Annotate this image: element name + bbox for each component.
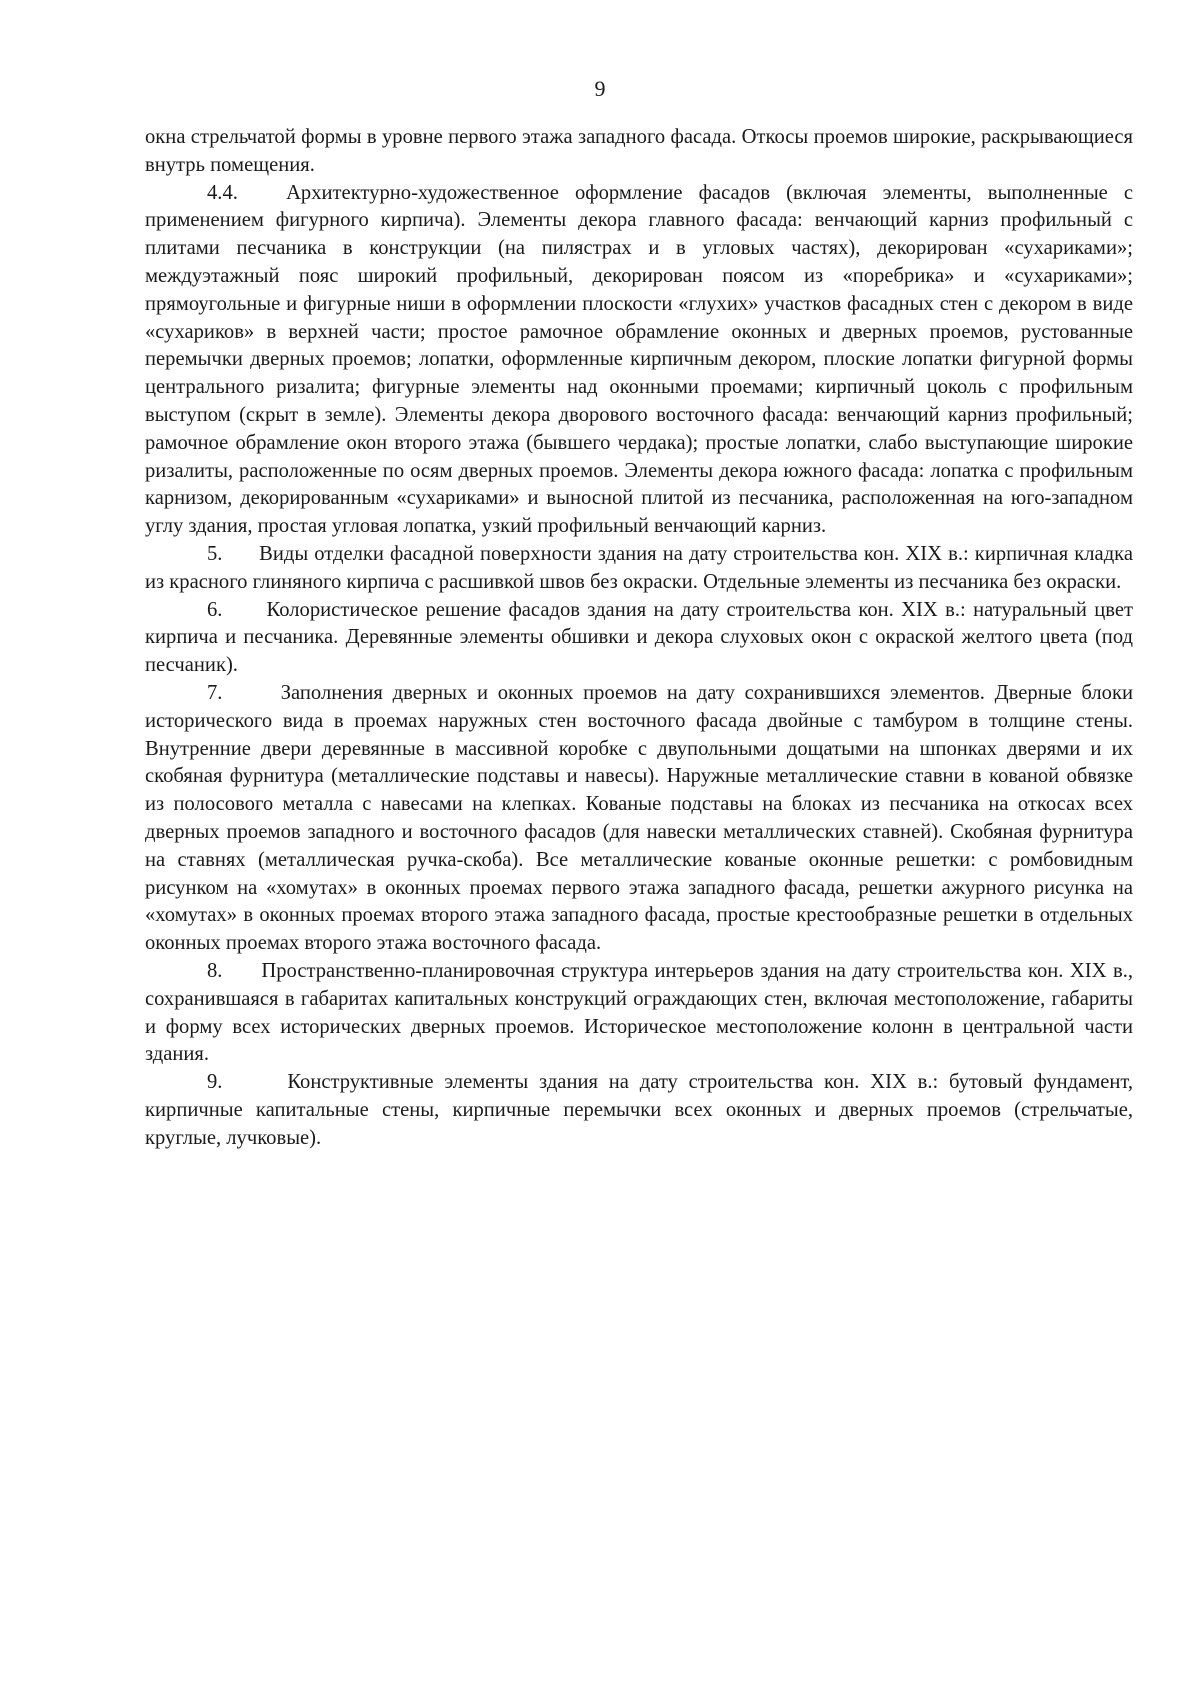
paragraph-number: 4.4. [207, 181, 238, 204]
paragraph-text: Виды отделки фасадной поверхности здания на дату строительства кон. XIX в.: кирпичная кладка из красного глиняного кирпича с расшивкой швов без окраски. Отдельные элементы из песчаника без окраски. [145, 542, 1134, 593]
paragraph-text: Заполнения дверных и оконных проемов на дату сохранившихся элементов. Дверные блоки исторического вида в проемах наружных стен восточного фасада двойные с тамбуром в толщине стены. Внутренние двери деревянные в массивной коробке с двупольными дощатыми на шпонках дверями и их скобяная фурнитура (металлические подставы и навесы). Наружные металлические ставни в кованой обвязке из полосового металла с навесами на клепках. Кованые подставы на блоках из песчаника на откосах всех дверных проемов западного и восточного фасадов (для навески металлических ставней). Скобяная фурнитура на ставнях (металлическая ручка-скоба). Все металлические кованые оконные решетки: с ромбовидным рисунком на «хомутах» в оконных проемах первого этажа западного фасада, решетки ажурного рисунка на «хомутах» в оконных проемах второго этажа западного фасада, простые крестообразные решетки в отдельных оконных проемах второго этажа восточного фасада. [145, 681, 1133, 955]
document-body [145, 124, 1133, 1152]
paragraph-number: 8. [207, 959, 223, 982]
paragraph-text: Пространственно-планировочная структура интерьеров здания на дату строительства кон. XIX в., сохранившаяся в габаритах капитальных конструкций ограждающих стен, включая местоположение, габариты и форму всех исторических дверных проемов. Историческое местоположение колонн в центральной части здания. [145, 959, 1133, 1066]
paragraph-number: 7. [207, 681, 223, 704]
paragraph-continuation [145, 124, 1133, 180]
paragraph-text: Конструктивные элементы здания на дату строительства кон. XIX в.: бутовый фундамент, кирпичные капитальные стены, кирпичные перемычки всех оконных и дверных проемов (стрельчатые, круглые, лучковые). [145, 1071, 1134, 1149]
paragraph-9 [145, 1069, 1133, 1152]
page-number: 9 [594, 76, 606, 101]
paragraph-text: Колористическое решение фасадов здания на дату строительства кон. XIX в.: натуральный цвет кирпича и песчаника. Деревянные элементы обшивки и декора слуховых окон с окраской желтого цвета (под песчаник). [145, 598, 1134, 677]
paragraph-7 [145, 680, 1133, 958]
paragraph-number: 5. [207, 542, 223, 565]
paragraph-number: 9. [207, 1071, 223, 1094]
paragraph-text: окна стрельчатой формы в уровне первого этажа западного фасада. Откосы проемов широкие, раскрывающиеся внутрь помещения. [145, 126, 1133, 176]
paragraph-text: Архитектурно-художественное оформление фасадов (включая элементы, выполненные с применением фигурного кирпича). Элементы декора главного фасада: венчающий карниз профильный с плитами песчаника в конструкции (на пилястрах и в угловых частях), декорирован «сухариками»; междуэтажный пояс широкий профильный, декорирован поясом из «поребрика» и «сухариками»; прямоугольные и фигурные ниши в оформлении плоскости «глухих» участков фасадных стен с декором в виде «сухариков» в верхней части; простое рамочное обрамление оконных и дверных проемов, рустованные перемычки дверных проемов; лопатки, оформленные кирпичным декором, плоские лопатки фигурной формы центрального ризалита; фигурные элементы над оконными проемами; кирпичный цоколь с профильным выступом (скрыт в земле). Элементы декора дворового восточного фасада: венчающий карниз профильный; рамочное обрамление окон второго этажа (бывшего чердака); простые лопатки, слабо выступающие широкие ризалиты, расположенные по осям дверных проемов. Элементы декора южного фасада: лопатка с профильным карнизом, декорированным «сухариками» и выносной плитой из песчаника, расположенная на юго-западном углу здания, простая угловая лопатка, узкий профильный венчающий карниз. [145, 181, 1134, 538]
paragraph-6 [145, 597, 1133, 680]
paragraph-number: 6. [207, 598, 223, 621]
paragraph-5 [145, 541, 1133, 597]
paragraph-4-4 [145, 180, 1133, 541]
paragraph-8 [145, 958, 1133, 1069]
